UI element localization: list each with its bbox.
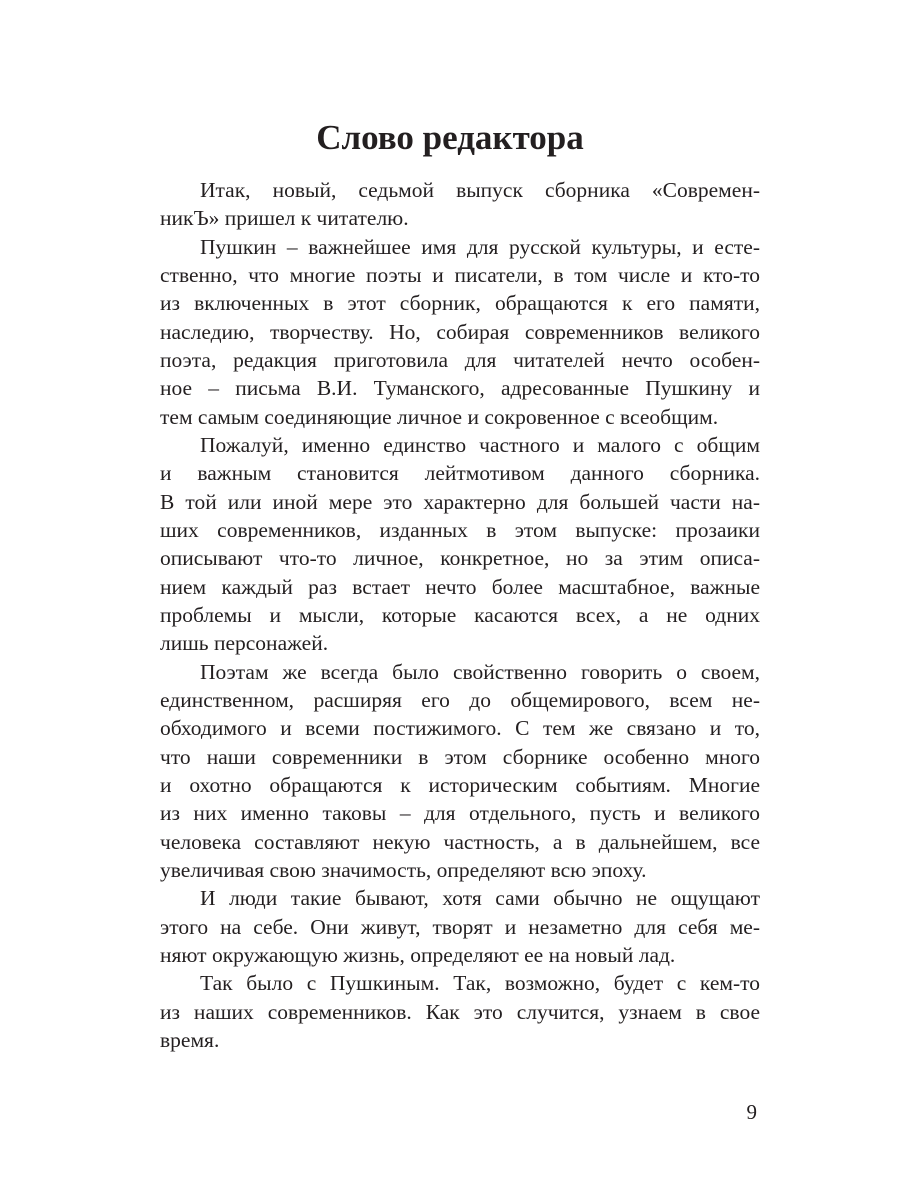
text-line: из включенных в этот сборник, обращаются к его памяти, [160, 291, 760, 316]
text-line: что наши современники в этом сборнике особенно много [160, 744, 760, 769]
text-line: этого на себе. Они живут, творят и незаметно для себя ме- [160, 914, 760, 939]
text-line: ное – письма В.И. Туманского, адресованные Пушкину и [160, 376, 760, 401]
text-line: няют окружающую жизнь, определяют ее на новый лад. [160, 942, 676, 967]
text-line: из наших современников. Как это случится, узнаем в свое [160, 999, 760, 1024]
paragraph [160, 176, 760, 233]
text-line: обходимого и всеми постижимого. С тем же связано и то, [160, 716, 760, 741]
text-line: ственно, что многие поэты и писатели, в том числе и кто-то [160, 262, 760, 287]
text-line: никЪ» пришел к читателю. [160, 206, 409, 231]
text-line: описывают что-то личное, конкретное, но за этим описа- [160, 546, 760, 571]
page-title: Слово редактора [316, 118, 584, 157]
page-number: 9 [746, 1100, 757, 1124]
paragraph [160, 884, 760, 969]
text-line: лишь персонажей. [160, 631, 329, 656]
paragraph [160, 658, 760, 885]
text-line: увеличивая свою значимость, определяют всю эпоху. [160, 857, 647, 882]
text-line: Пожалуй, именно единство частного и малого с общим [200, 432, 760, 457]
text-line: единственном, расширяя его до общемирового, всем не- [160, 687, 760, 712]
text-line: ших современников, изданных в этом выпуске: прозаики [160, 517, 760, 542]
paragraph [160, 969, 760, 1054]
text-line: Итак, новый, седьмой выпуск сборника «Современ- [200, 178, 760, 202]
body-text [160, 176, 760, 1054]
paragraph [160, 233, 760, 431]
text-line: поэта, редакция приготовила для читателей нечто особен- [160, 347, 760, 372]
text-line: Пушкин – важнейшее имя для русской культуры, и есте- [200, 234, 760, 259]
text-line: и охотно обращаются к историческим событиям. Многие [160, 772, 760, 797]
text-line: человека составляют некую частность, а в дальнейшем, все [160, 829, 760, 854]
text-line: и важным становится лейтмотивом данного сборника. [160, 461, 760, 486]
paragraph [160, 431, 760, 658]
text-line: наследию, творчеству. Но, собирая современников великого [160, 319, 760, 344]
text-line: Так было с Пушкиным. Так, возможно, будет с кем-то [200, 971, 760, 996]
text-line: время. [160, 1027, 220, 1052]
text-line: В той или иной мере это характерно для большей части на- [160, 489, 760, 514]
text-line: проблемы и мысли, которые касаются всех, а не одних [160, 602, 760, 627]
text-line: тем самым соединяющие личное и сокровенное с всеобщим. [160, 404, 719, 429]
text-line: из них именно таковы – для отдельного, пусть и великого [160, 801, 760, 826]
text-line: Поэтам же всегда было свойственно говорить о своем, [200, 659, 760, 684]
text-line: нием каждый раз встает нечто более масштабное, важные [160, 574, 760, 599]
text-line: И люди такие бывают, хотя сами обычно не ощущают [200, 886, 760, 911]
